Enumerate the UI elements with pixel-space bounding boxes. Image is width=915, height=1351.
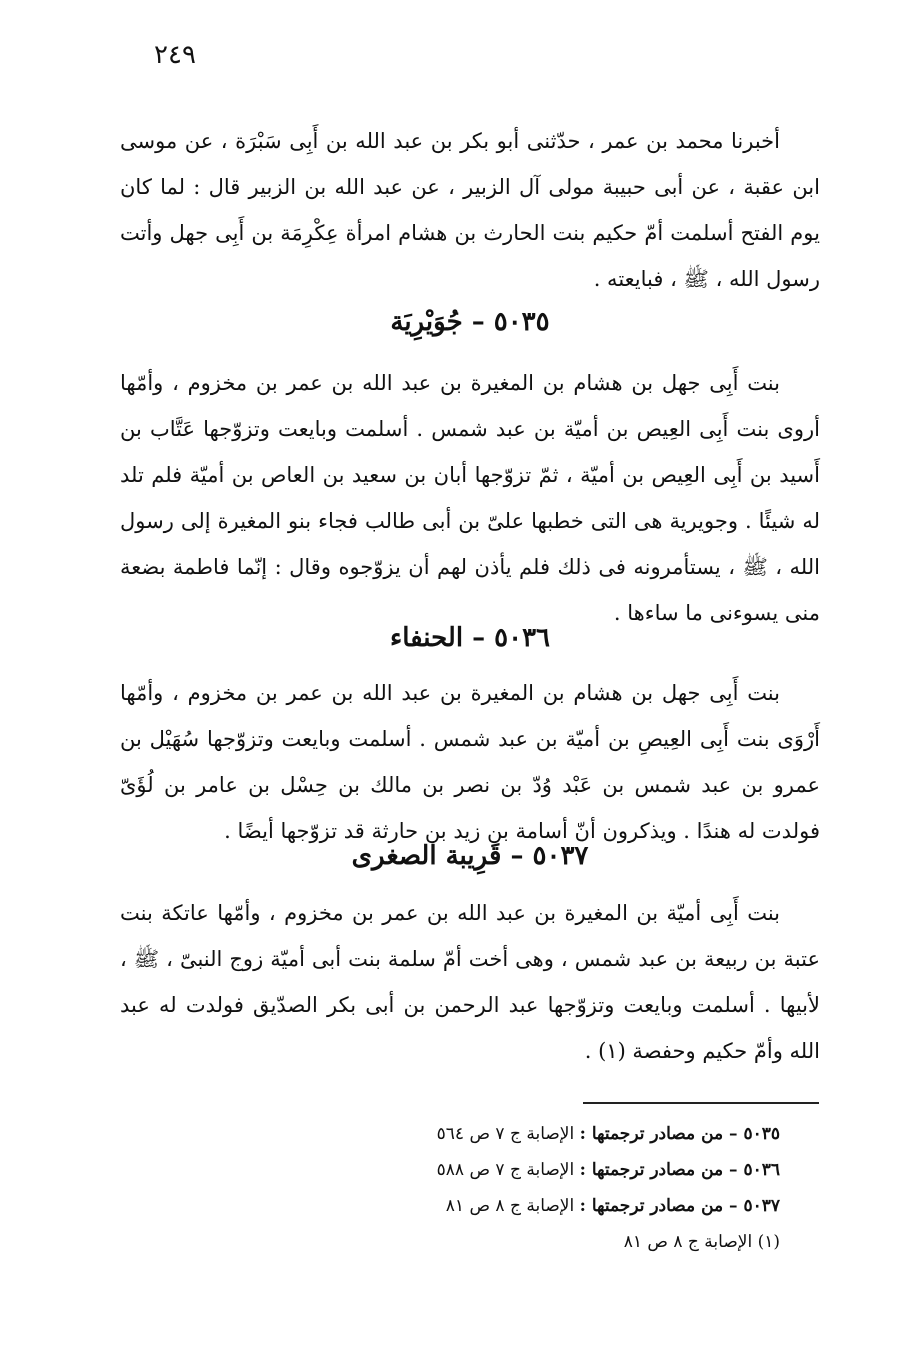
entry-paragraph-5037: بنت أَبِى أميّة بن المغيرة بن عبد الله بن عمر بن مخزوم ، وأمّها عاتكة بنت عتبة بن ربيعة بن عبد شمس ، وهى أخت أمّ سلمة بنت أبى أميّة زوج النبىّ ، ﷺ ، لأبيها . أسلمت وبايعت وتزوّجها عبد الرحمن بن أبى بكر الصدّيق فولدت له عبد الله وأمّ حكيم وحفصة (١) . [120, 901, 820, 1063]
footnote-ref: الإصابة ج ٨ ص ٨١ [445, 1196, 575, 1216]
entry-block-5037 [120, 890, 820, 1074]
footnote-line [330, 1116, 780, 1152]
footnote-ref: الإصابة ج ٧ ص ٥٨٨ [436, 1160, 575, 1180]
footnote-label: ٥٠٣٦ – من مصادر ترجمتها : [579, 1160, 780, 1180]
footnote-label: ٥٠٣٥ – من مصادر ترجمتها : [579, 1124, 780, 1144]
intro-block [120, 118, 820, 302]
entry-heading-5037: ٥٠٣٧ – قَرِيبة الصغرى [351, 841, 589, 871]
page-number: ٢٤٩ [154, 40, 196, 70]
entry-block-5036 [120, 670, 820, 854]
entry-heading-5035: ٥٠٣٥ – جُوَيْرِيَة [390, 307, 550, 337]
entry-block-5035 [120, 360, 820, 636]
footnote-line [330, 1152, 780, 1188]
footnote-ref: الإصابة ج ٧ ص ٥٦٤ [436, 1124, 575, 1144]
entry-paragraph-5036: بنت أَبِى جهل بن هشام بن المغيرة بن عبد الله بن عمر بن مخزوم ، وأمّها أَرْوَى بنت أَبِى العِيصِ بن أميّة بن عبد شمس . أسلمت وبايعت وتزوّجها سُهَيْل بن عمرو بن عبد شمس بن عَبْد وُدّ بن نصر بن مالك بن حِسْل بن عامر بن لُؤَىّ فولدت له هندًا . ويذكرون أنّ أسامة بن زيد بن حارثة قد تزوّجها أيضًا . [120, 681, 820, 843]
footnote-label: ٥٠٣٧ – من مصادر ترجمتها : [579, 1196, 780, 1216]
footnote-line [330, 1188, 780, 1224]
intro-paragraph: أخبرنا محمد بن عمر ، حدّثنى أبو بكر بن عبد الله بن أَبِى سَبْرَة ، عن موسى ابن عقبة ، عن أبى حبيبة مولى آل الزبير ، عن عبد الله بن الزبير قال : لما كان يوم الفتح أسلمت أمّ حكيم بنت الحارث بن هشام امرأة عِكْرِمَة بن أَبِى جهل وأتت رسول الله ، ﷺ ، فبايعته . [120, 129, 820, 291]
footnote-note: (١) الإصابة ج ٨ ص ٨١ [623, 1232, 780, 1252]
entry-paragraph-5035: بنت أَبِى جهل بن هشام بن المغيرة بن عبد الله بن عمر بن مخزوم ، وأمّها أروى بنت أَبِى العِيص بن أميّة بن عبد شمس . أسلمت وبايعت وتزوّجها عَتَّاب بن أَسيد بن أَبِى العِيص بن أميّة ، ثمّ تزوّجها أبان بن سعيد بن العاص بن أميّة فلم تلد له شيئًا . وجويرية هى التى خطبها علىّ بن أبى طالب فجاء بنو المغيرة إلى رسول الله ، ﷺ ، يستأمرونه فى ذلك فلم يأذن لهم أن يزوّجوه وقال : إنّما فاطمة بضعة منى يسوءنى ما ساءها . [120, 371, 820, 625]
entry-heading-5036: ٥٠٣٦ – الحنفاء [389, 623, 551, 653]
footnote-divider [583, 1102, 819, 1104]
footnotes [330, 1116, 780, 1260]
